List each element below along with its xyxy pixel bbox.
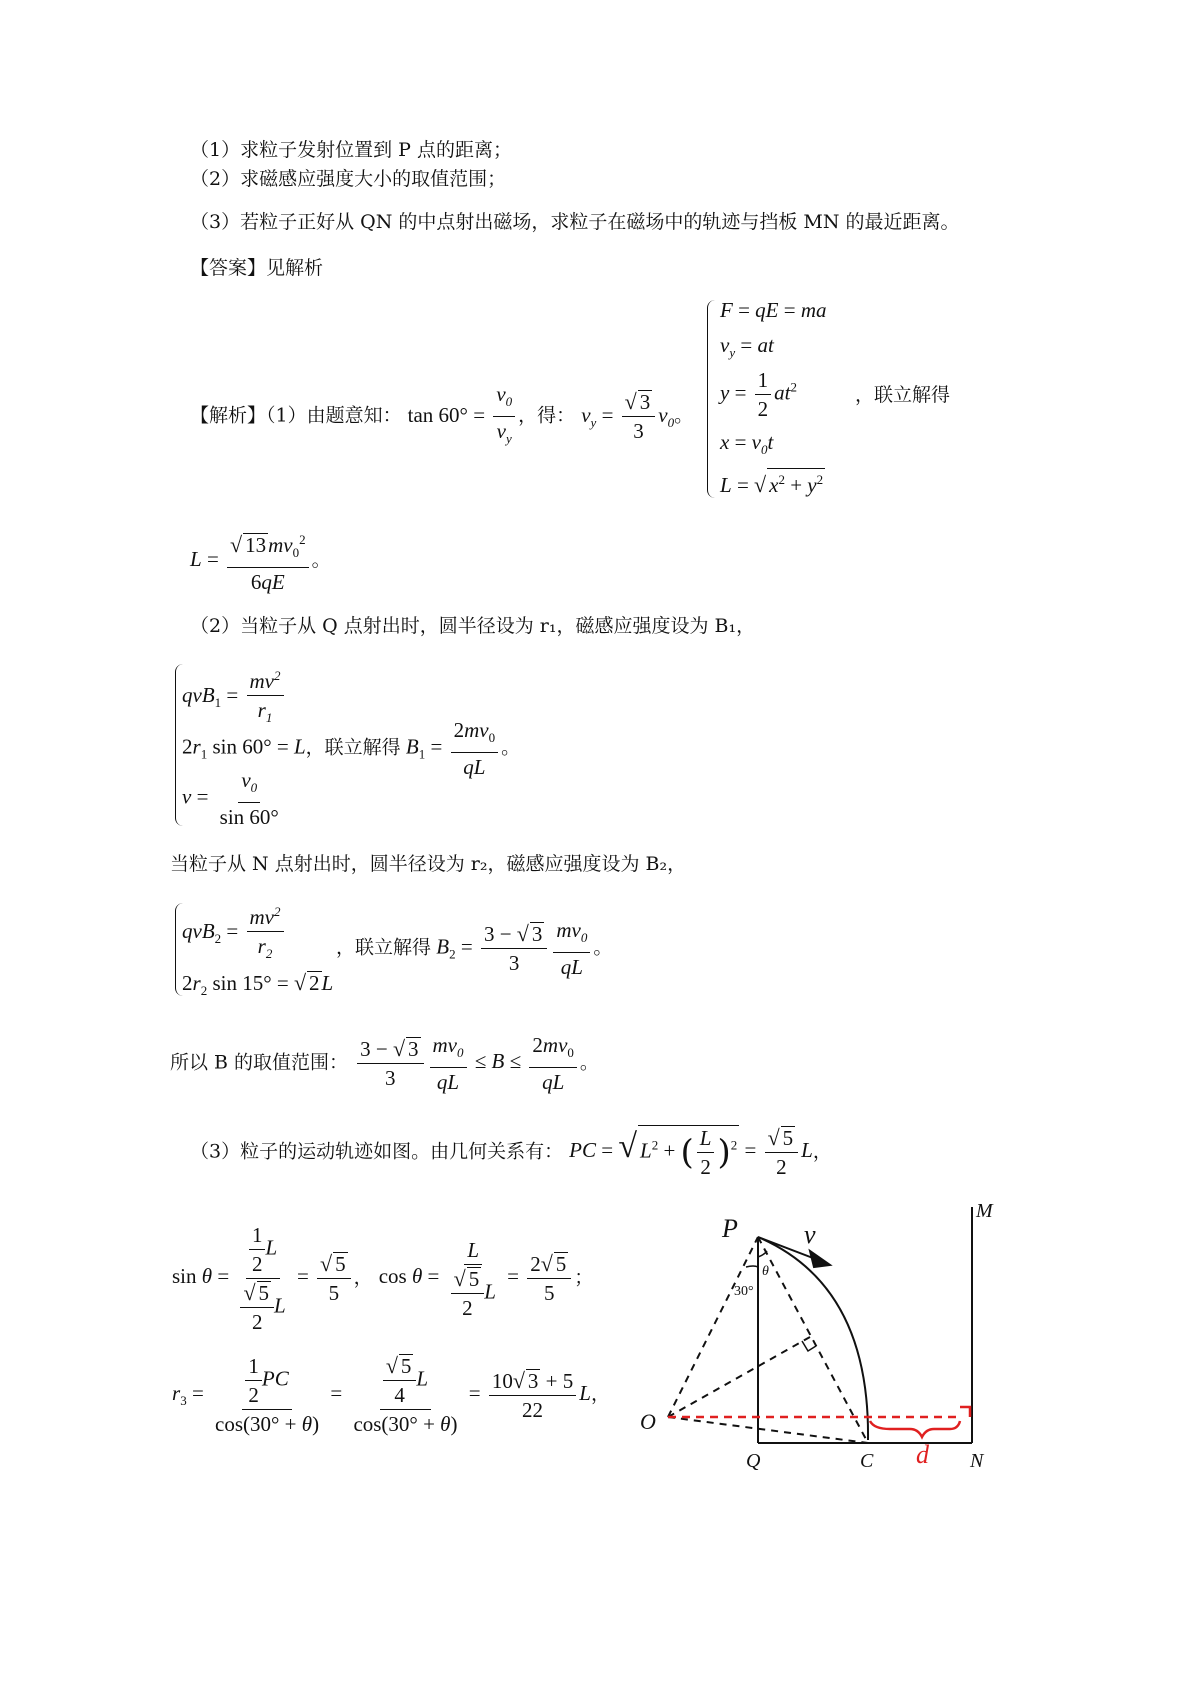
part3-end: 。 [593, 936, 613, 959]
result-B2: ，联立解得 $B_2$ = $\frac{3 - √ 3}{3}$ $\frac{mv_0}{qL}$ 。 [336, 918, 613, 980]
label-C: C [860, 1450, 874, 1472]
label-30: 30° [734, 1284, 754, 1299]
part3-lianli: ，联立解得 [336, 936, 432, 959]
eq-2r2: $2r_2$ sin 15° = √ 2L [182, 970, 334, 999]
line-O-mid [668, 1337, 810, 1417]
eq-vy-at: $v_y$ = at [720, 333, 774, 361]
label-theta: θ [762, 1264, 769, 1279]
part3-intro: 当粒子从 N 点射出时，圆半径设为 r₂，磁感应强度设为 B₂， [170, 853, 687, 875]
r3-end: ， [590, 1382, 610, 1405]
line-OP [668, 1237, 758, 1417]
label-M: M [976, 1200, 993, 1222]
label-Q: Q [746, 1450, 761, 1472]
arc-trajectory [758, 1237, 868, 1440]
label-d: d [916, 1440, 929, 1469]
part1-lianli: ，联立解得 [855, 384, 951, 406]
part1-period: 。 [674, 404, 694, 427]
eq-vy: $v_y$ = $\frac{√ 3}{3}$ $v_0$ [581, 389, 675, 444]
part2-intro: （2）当粒子从 Q 点射出时，圆半径设为 r₁，磁感应强度设为 B₁， [190, 615, 756, 637]
eq-qvB1: qvB$_1$ = $\frac{mv^2}{r_1}$ [182, 664, 287, 730]
sin-cos-line: sin θ = $\frac{1}{2}$ L $\frac{√ 5}{2}$ L = $\frac{√ 5}{5}$ ， cos θ = L $\frac{√ 5}{2}$ L = $\frac{2√ 5}{5}$ ； [172, 1223, 594, 1334]
trajectory-figure [630, 1195, 1010, 1485]
part5-line: （3）粒子的运动轨迹如图。由几何关系有： PC = √ $L^2$ + ( $\frac{L}{2}$ )$^2$ = $\frac{√ 5}{2}$ L， [190, 1125, 832, 1179]
part1-de: ，得： [518, 404, 576, 427]
analysis-part1-line [190, 382, 693, 451]
eq-F: F = qE = ma [720, 298, 827, 322]
eq-y: y = $\frac{1}{2}$ $at^2$ [720, 368, 798, 421]
part5-intro: （3）粒子的运动轨迹如图。由几何关系有： [190, 1140, 564, 1163]
sin-cos-end: ； [574, 1266, 594, 1289]
system1-brace [707, 300, 716, 498]
arrow-head [810, 1251, 830, 1267]
part1-intro: （1）由题意知： [266, 404, 402, 427]
eq-qvB2: qvB$_2$ = $\frac{mv^2}{r_2}$ [182, 900, 287, 966]
label-v: v [804, 1220, 816, 1249]
line-OC [668, 1417, 868, 1443]
eq-x: $x = v_0t$ [720, 430, 774, 458]
analysis-label: 【解析】 [190, 404, 267, 427]
part5-end: ， [812, 1140, 832, 1163]
part2-end: 。 [501, 736, 521, 759]
label-O: O [640, 1409, 656, 1434]
red-right-angle [960, 1407, 970, 1417]
eq-tan60: tan 60° = $\frac{v_0}{v_y}$ [408, 403, 518, 427]
line-PC [758, 1237, 868, 1443]
range-end: 。 [579, 1051, 599, 1074]
part2-lianli: ，联立解得 [305, 736, 401, 759]
range-intro: 所以 B 的取值范围： [170, 1051, 349, 1074]
eq-2r1: $2r_1$ sin 60° = L，联立解得 $B_1$ = $\frac{2mv_0}{qL}$ 。 [182, 718, 521, 780]
label-N: N [970, 1450, 984, 1472]
label-P: P [722, 1214, 738, 1243]
eq-L-sqrt: L = √ $x^2 + y^2$ [720, 468, 825, 498]
r3-line: $r_3$ = $\frac{1}{2}$ PC cos(30° + θ) = $\frac{√ 5}{4}$ L cos(30° + θ) = $\frac{10√ 3 + 5}{22}$ L， [172, 1353, 610, 1436]
eq-v: v = $\frac{v_0}{\sin 60^\circ}$ [182, 768, 279, 830]
range-line: 所以 B 的取值范围： $\frac{3 - √ 3}{3}$ $\frac{mv_0}{qL}$ ≤ B ≤ $\frac{2mv_0}{qL}$ 。 [170, 1033, 599, 1095]
angle30-arc [746, 1266, 758, 1267]
answer-label: 【答案】见解析 [190, 257, 324, 279]
question-3: （3）若粒子正好从 QN 的中点射出磁场，求粒子在磁场中的轨迹与挡板 MN 的最近距离。 [190, 211, 960, 233]
red-brace-d [870, 1421, 960, 1437]
sin-cos-sep: ， [353, 1266, 373, 1289]
result-L: L = $\frac{√ 13mv_0^2}{6qE}$ 。 [190, 528, 331, 594]
question-2: （2）求磁感应强度大小的取值范围； [190, 168, 507, 190]
result-L-end: 。 [311, 548, 331, 571]
question-1: （1）求粒子发射位置到 P 点的距离； [190, 139, 512, 161]
